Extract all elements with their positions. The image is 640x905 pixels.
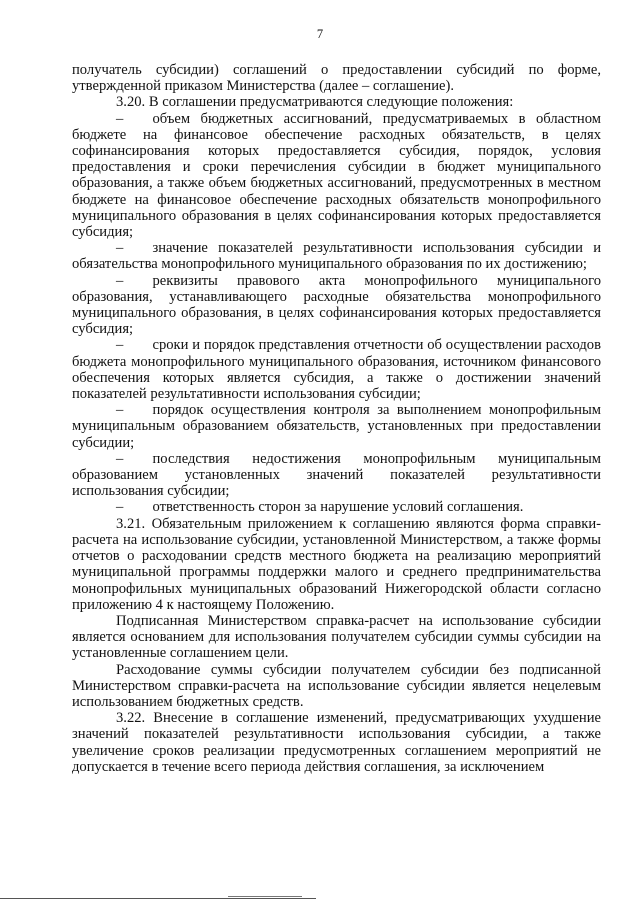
paragraph-3-21: 3.21. Обязательным приложением к соглашению являются форма справки-расчета на использование субсидии, установленной Министерством, а также формы отчетов о расходовании средств местного бюджета на реализацию мероприятий муниципальной программы поддержки малого и среднего предпринимательства монопрофильных муниципальных образований Нижегородской области согласно приложению 4 к настоящему Положению. [72,515,601,613]
list-item-party-responsibility: – ответственность сторон за нарушение условий соглашения. [116,499,524,516]
paragraph-3-20-heading: 3.20. В соглашении предусматриваются следующие положения: [116,94,514,111]
paragraph-intro-continuation: получатель субсидии) соглашений о предоставлении субсидий по форме, утвержденной приказом Министерства (далее – соглашение). [72,62,601,95]
paragraph-misuse-of-funds: Расходование суммы субсидии получателем субсидии без подписанной Министерством справки-расчета на использование субсидии является нецелевым использованием бюджетных средств. [72,661,601,710]
scan-edge-line [0,898,316,899]
paragraph-3-22: 3.22. Внесение в соглашение изменений, предусматривающих ухудшение значений показателей результативности использования субсидии, а также увеличение сроков реализации предусмотренных соглашением мероприятий не допускается в течение всего периода действия соглашения, за исключением [72,710,601,775]
list-item-non-achievement-consequences: – последствия недостижения монопрофильным муниципальным образованием установленных значений показателей результативности использования субсидии; [72,450,601,500]
scan-edge-line-fragment [228,896,302,897]
list-item-budget-allocations: – объем бюджетных ассигнований, предусматриваемых в областном бюджете на финансовое обеспечение расходных обязательств, в целях софинансирования которых предоставляется субсидия, порядок, условия предоставления и сроки перечисления субсидии в бюджет муниципального образования, а также объем бюджетных ассигнований, предусмотренных в местном бюджете на финансовое обеспечение расходных обязательств монопрофильного муниципального образования в целях софинансирования которых предоставляется субсидия; [72,110,601,241]
list-item-legal-act-details: – реквизиты правового акта монопрофильного муниципального образования, устанавливающего расходные обязательства монопрофильного муниципального образования, в целях софинансирования которых предоставляется субсидия; [72,272,601,338]
list-item-control-procedure: – порядок осуществления контроля за выполнением монопрофильным муниципальным образованием обязательств, установленных при предоставлении субсидии; [72,402,601,451]
list-item-reporting-terms: – сроки и порядок представления отчетности об осуществлении расходов бюджета монопрофильного муниципального образования, источником финансового обеспечения которых является субсидия, а также о достижении значений показателей результативности использования субсидии; [72,337,601,403]
page-number: 7 [316,27,324,41]
list-item-performance-indicators: – значение показателей результативности использования субсидии и обязательства монопрофильного муниципального образования по их достижению; [72,240,601,273]
document-body [72,62,601,775]
paragraph-signed-certificate: Подписанная Министерством справка-расчет на использование субсидии является основанием для использования получателем субсидии суммы субсидии на установленные соглашением цели. [72,612,601,662]
